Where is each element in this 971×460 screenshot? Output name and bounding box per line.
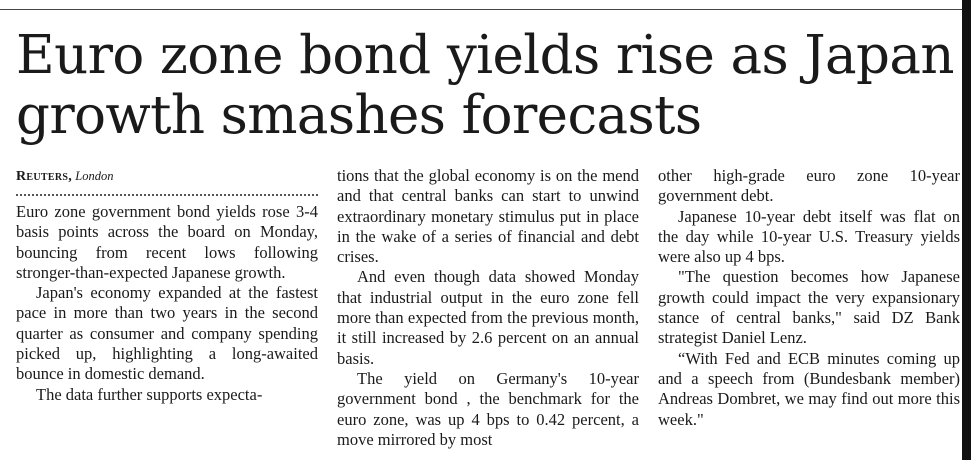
article-body <box>16 166 961 460</box>
byline <box>16 166 318 188</box>
paragraph: And even though data showed Monday that industrial output in the euro zone fell more than expected from the previous month, it still increased by 2.6 percent on an annual basis. <box>337 267 639 368</box>
top-rule <box>0 9 962 10</box>
article-column-2 <box>337 166 639 450</box>
paragraph: tions that the global economy is on the mend and that central banks can start to unwind extraordinary monetary stimulus put in place in the wake of a series of financial and debt crises. <box>337 166 639 267</box>
page-edge-bar <box>962 0 971 460</box>
headline: Euro zone bond yields rise as Japan growth smashes forecasts <box>16 25 954 146</box>
article-column-3 <box>658 166 960 430</box>
paragraph: "The question becomes how Japanese growth could impact the very expansionary stance of central banks," said DZ Bank strategist Daniel Lenz. <box>658 267 960 348</box>
paragraph: The yield on Germany's 10-year government bond , the benchmark for the euro zone, was up 4 bps to 0.42 percent, a move mirrored by most <box>337 368 639 449</box>
article-column-1 <box>16 166 318 405</box>
paragraph: “With Fed and ECB minutes coming up and a speech from (Bundesbank member) Andreas Dombret, we may find out more this week." <box>658 348 960 429</box>
paragraph: Japan's economy expanded at the fastest pace in more than two years in the second quarter as consumer and company spending picked up, highlighting a long-awaited bounce in domestic demand. <box>16 283 318 384</box>
byline-agency: Reuters, <box>16 169 73 184</box>
paragraph: other high-grade euro zone 10-year government debt. <box>658 166 960 206</box>
paragraph: Euro zone government bond yields rose 3-4 basis points across the board on Monday, bouncing from recent lows following stronger-than-expected Japanese growth. <box>16 202 318 282</box>
byline-divider <box>16 194 318 196</box>
paragraph: The data further supports expecta- <box>36 384 263 404</box>
byline-place: London <box>75 169 114 183</box>
paragraph: Japanese 10-year debt itself was flat on the day while 10-year U.S. Treasury yields were also up 4 bps. <box>658 206 960 267</box>
